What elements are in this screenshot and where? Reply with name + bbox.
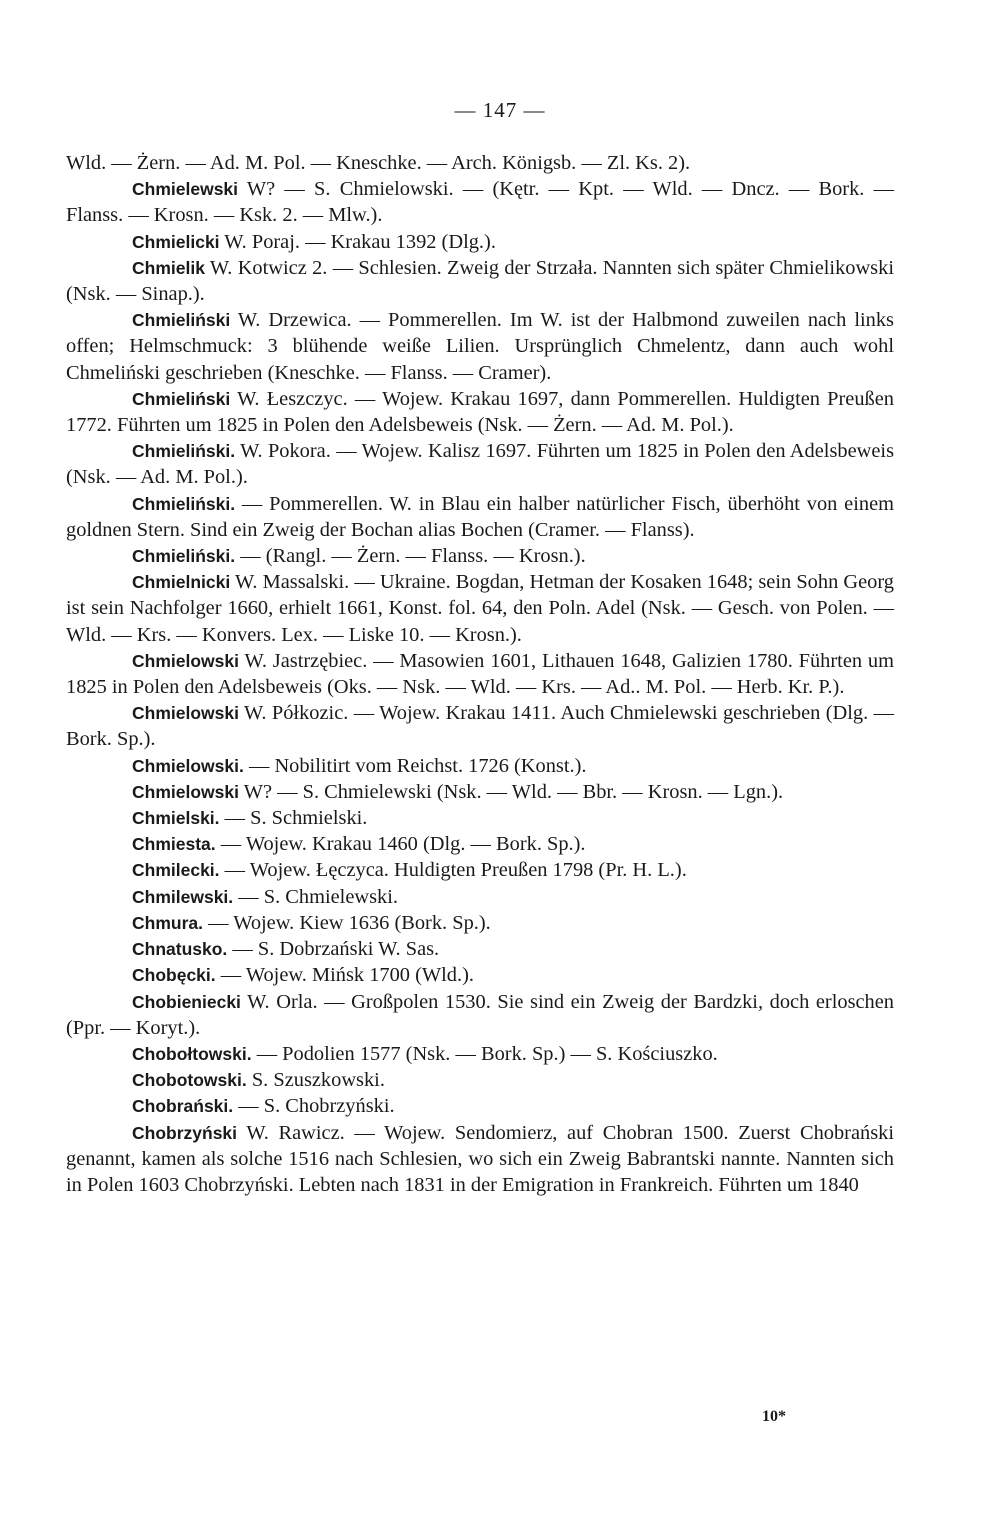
page-number: — 147 — (454, 98, 546, 122)
entry-text: — Wojew. Krakau 1460 (Dlg. — Bork. Sp.). (220, 833, 586, 856)
entry-name: Chobieniecki (132, 991, 241, 1012)
entry-name: Chmielowski (132, 703, 239, 724)
dictionary-entry (66, 438, 894, 490)
entry-text: W. Massalski. — Ukraine. Bogdan, Hetman der Kosaken 1648; sein Sohn Georg ist sein Nachfolger 1660, erhielt 1661, Konst. fol. 64, den Poln. Adel (Nsk. — Gesch. von Polen. — Wld. — Krs. — Konvers. Lex. — Liske 10. — Krosn.). (66, 571, 894, 646)
entry-text: — Wojew. Kiew 1636 (Bork. Sp.). (208, 911, 491, 934)
entry-text: W. Kotwicz 2. — Schlesien. Zweig der Strzała. Nannten sich später Chmielikowski (Nsk. — Sinap.). (66, 256, 894, 306)
dictionary-entry (66, 779, 894, 805)
dictionary-entry (66, 386, 894, 438)
dictionary-entry (66, 700, 894, 752)
dictionary-entry (66, 805, 894, 831)
entry-name: Chnatusko. (132, 939, 228, 960)
entry-text: W. Drzewica. — Pommerellen. Im W. ist der Halbmond zuweilen nach links offen; Helmschmuck: 3 blühende weiße Lilien. Ursprünglich Chmelentz, dann auch wohl Chmeliński geschrieben (Kneschke. — Flanss. — Cramer). (66, 309, 894, 384)
entry-text: — S. Chmielewski. (238, 885, 398, 908)
entry-name: Chmura. (132, 912, 203, 933)
dictionary-entry (66, 648, 894, 700)
entry-name: Chobęcki. (132, 965, 216, 986)
dictionary-entry (66, 1041, 894, 1067)
entry-name: Chmielewski (132, 179, 239, 200)
entry-text: Wld. — Żern. — Ad. M. Pol. — Kneschke. — Arch. Königsb. — Zl. Ks. 2). (66, 152, 691, 174)
entry-column (66, 150, 894, 1198)
signature-mark: 10* (762, 1408, 786, 1425)
dictionary-entry (66, 307, 894, 386)
entry-text: W. Łeszczyc. — Wojew. Krakau 1697, dann Pommerellen. Huldigten Preußen 1772. Führten um 1825 in Polen den Adelsbeweis (Nsk. — Żern. — Ad. M. Pol.). (66, 387, 894, 437)
entry-name: Chmielik (132, 257, 205, 278)
entry-name: Chmielowski (132, 650, 239, 671)
dictionary-entry (66, 1120, 894, 1199)
entry-name: Chmielicki (132, 231, 220, 252)
entry-text: S. Szuszkowski. (251, 1069, 385, 1092)
entry-name: Chmieliński. (132, 441, 236, 462)
entry-name: Chmielnicki (132, 572, 231, 593)
entry-text: W? — S. Chmielewski (Nsk. — Wld. — Bbr. — Krosn. — Lgn.). (243, 780, 784, 803)
entry-text: — (Rangl. — Żern. — Flanss. — Krosn.). (240, 545, 586, 568)
dictionary-entry (66, 936, 894, 962)
entry-name: Chmiesta. (132, 834, 216, 855)
entry-text: W? — S. Chmielowski. — (Kętr. — Kpt. — Wld. — Dncz. — Bork. — Flanss. — Krosn. — Ksk. 2. — Mlw.). (66, 178, 894, 227)
entry-name: Chmilecki. (132, 860, 220, 881)
entry-name: Chobołtowski. (132, 1043, 252, 1064)
entry-name: Chmielowski. (132, 755, 244, 776)
entry-name: Chmieliński. (132, 493, 236, 514)
dictionary-entry (66, 1067, 894, 1093)
dictionary-entry (66, 989, 894, 1041)
dictionary-entry (66, 857, 894, 883)
entry-name: Chobrzyński (132, 1122, 238, 1143)
entry-name: Chmielowski (132, 781, 239, 802)
entry-name: Chobotowski. (132, 1070, 247, 1091)
dictionary-entry (66, 753, 894, 779)
dictionary-entry (66, 255, 894, 307)
entry-name: Chmieliński. (132, 546, 236, 567)
entry-text: W. Półkozic. — Wojew. Krakau 1411. Auch Chmielewski geschrieben (Dlg. — Bork. Sp.). (66, 702, 894, 751)
entry-name: Chmilewski. (132, 886, 234, 907)
dictionary-entry (66, 543, 894, 569)
dictionary-entry (66, 491, 894, 543)
entry-text: W. Pokora. — Wojew. Kalisz 1697. Führten um 1825 in Polen den Adelsbeweis (Nsk. — Ad. M. Pol.). (66, 440, 895, 489)
entry-text: — S. Schmielski. (224, 807, 368, 830)
entry-text: W. Rawicz. — Wojew. Sendomierz, auf Chobran 1500. Zuerst Chobrański genannt, kamen als solche 1516 nach Schlesien, wo sich ein Zweig Babrantski nannte. Nannten sich in Polen 1603 Chobrzyński. Lebten nach 1831 in der Emigration in Frankreich. Führten um 1840 (66, 1121, 895, 1196)
dictionary-entry (66, 229, 894, 255)
entry-text: — S. Chobrzyński. (238, 1095, 395, 1118)
entry-name: Chobrański. (132, 1096, 234, 1117)
entry-name: Chmielski. (132, 808, 220, 829)
entry-name: Chmieliński (132, 388, 231, 409)
entry-text: — S. Dobrzański W. Sas. (232, 938, 440, 961)
entry-text: — Wojew. Łęczyca. Huldigten Preußen 1798 (Pr. H. L.). (224, 859, 687, 882)
entry-text: — Wojew. Mińsk 1700 (Wld.). (220, 964, 474, 987)
dictionary-entry (66, 176, 894, 228)
dictionary-entry (66, 962, 894, 988)
dictionary-entry (66, 910, 894, 936)
entry-text: — Podolien 1577 (Nsk. — Bork. Sp.) — S. Kościuszko. (256, 1042, 718, 1065)
entry-text: W. Poraj. — Krakau 1392 (Dlg.). (224, 230, 496, 253)
dictionary-entry (66, 150, 894, 176)
dictionary-entry (66, 831, 894, 857)
entry-text: W. Jastrzębiec. — Masowien 1601, Lithauen 1648, Galizien 1780. Führten um 1825 in Polen den Adelsbeweis (Oks. — Nsk. — Wld. — Krs. — Ad.. M. Pol. — Herb. Kr. P.). (66, 649, 894, 699)
entry-name: Chmieliński (132, 310, 231, 331)
entry-text: W. Orla. — Großpolen 1530. Sie sind ein Zweig der Bardzki, doch erloschen (Ppr. — Koryt.). (66, 990, 894, 1039)
entry-text: — Pommerellen. W. in Blau ein halber natürlicher Fisch, überhöht von einem goldnen Stern. Sind ein Zweig der Bochan alias Bochen (Cramer. — Flanss). (66, 492, 894, 541)
dictionary-entry (66, 1093, 894, 1119)
dictionary-entry (66, 884, 894, 910)
dictionary-entry (66, 569, 894, 648)
entry-text: — Nobilitirt vom Reichst. 1726 (Konst.). (248, 754, 587, 777)
